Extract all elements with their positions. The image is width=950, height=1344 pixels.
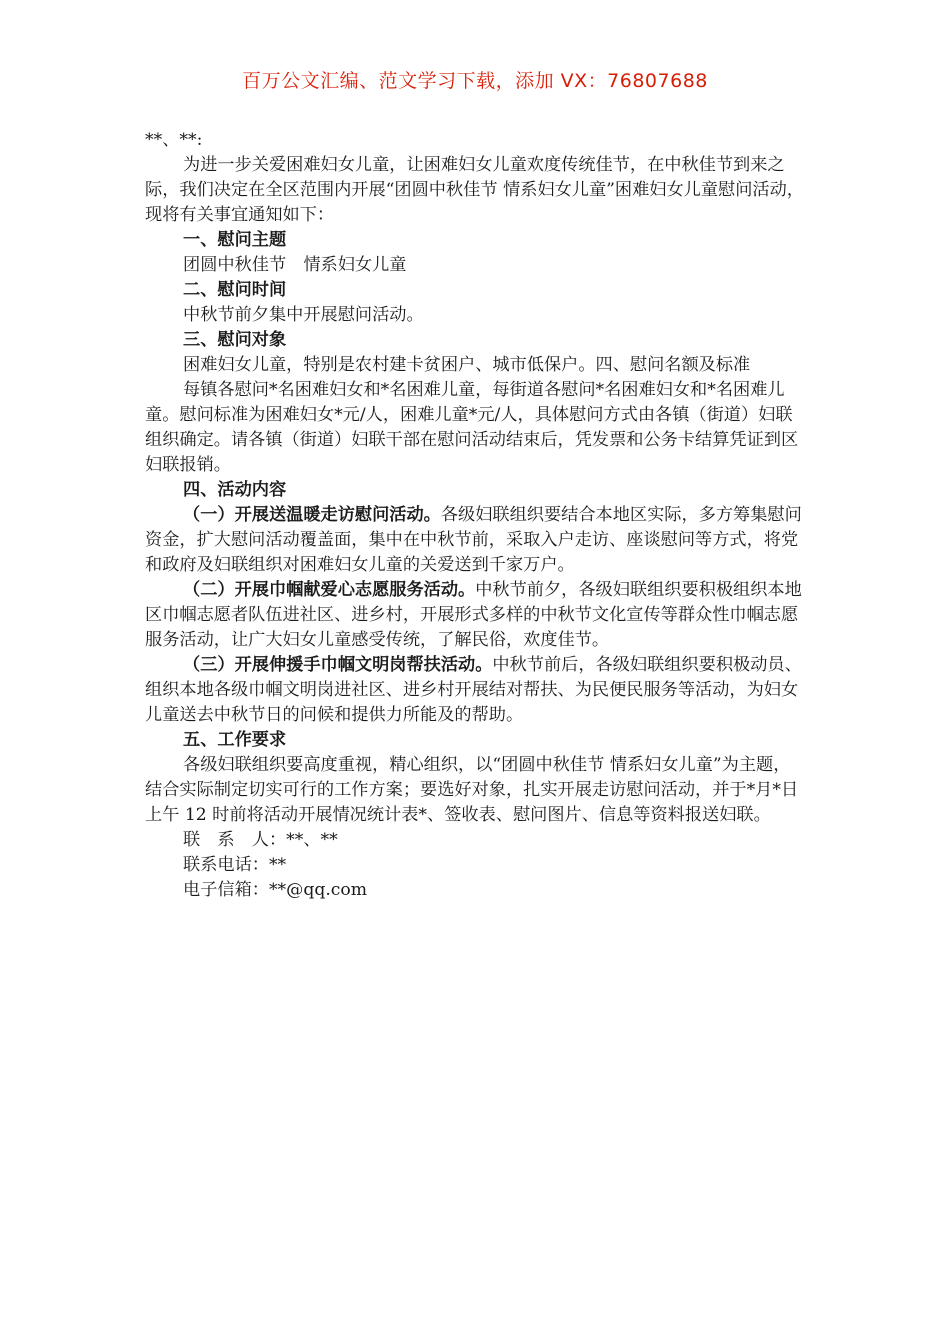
section-3-quota-paragraph: 每镇各慰问*名困难妇女和*名困难儿童，每街道各慰问*名困难妇女和*名困难儿童。慰问标准为困难妇女*元/人，困难儿童*元/人，具体慰问方式由各镇（街道）妇联组织确定。请各镇（街道）妇联干部在慰问活动结束后，凭发票和公务卡结算凭证到区妇联报销。: [145, 380, 799, 475]
activity-item-2-title: （二）开展巾帼献爱心志愿服务活动。: [183, 580, 476, 600]
download-banner: 百万公文汇编、范文学习下载，添加 VX：76807688: [242, 70, 708, 92]
section-5-body: 各级妇联组织要高度重视，精心组织，以“团圆中秋佳节 情系妇女儿童”为主题，结合实际制定切实可行的工作方案；要选好对象，扎实开展走访慰问活动，并于*月*日上午 12 时前将活动开展情况统计表*、签收表、慰问图片、信息等资料报送妇联。: [145, 755, 799, 825]
section-3-body: 困难妇女儿童，特别是农村建卡贫困户、城市低保户。四、慰问名额及标准: [183, 355, 751, 375]
salutation: **、**:: [145, 130, 203, 150]
notice-document: [145, 128, 807, 903]
section-2-heading: 二、慰问时间: [183, 280, 287, 300]
activity-item-2: [145, 578, 807, 653]
activity-item-1-title: （一）开展送温暖走访慰问活动。: [183, 505, 441, 525]
section-4-heading: 四、活动内容: [183, 480, 287, 500]
contact-email: 电子信箱：**@qq.com: [183, 880, 368, 900]
activity-item-1-body: 各级妇联组织要结合本地区实际，多方筹集慰问资金，扩大慰问活动覆盖面，集中在中秋节前，采取入户走访、座谈慰问等方式，将党和政府及妇联组织对困难妇女儿童的关爱送到千家万户。: [145, 505, 802, 575]
section-1-body: 团圆中秋佳节 情系妇女儿童: [183, 255, 407, 275]
intro-paragraph: 为进一步关爱困难妇女儿童，让困难妇女儿童欢度传统佳节，在中秋佳节到来之际，我们决定在全区范围内开展“团圆中秋佳节 情系妇女儿童”困难妇女儿童慰问活动，现将有关事宜通知如下：: [145, 155, 804, 225]
section-5-heading: 五、工作要求: [183, 730, 287, 750]
section-2-body: 中秋节前夕集中开展慰问活动。: [183, 305, 424, 325]
section-1-heading: 一、慰问主题: [183, 230, 287, 250]
contact-phone: 联系电话：**: [183, 855, 287, 875]
activity-item-3-title: （三）开展伸援手巾帼文明岗帮扶活动。: [183, 655, 493, 675]
activity-item-3-body: 中秋节前后，各级妇联组织要积极动员、组织本地各级巾帼文明岗进社区、进乡村开展结对帮扶、为民便民服务等活动，为妇女儿童送去中秋节日的问候和提供力所能及的帮助。: [145, 655, 802, 725]
activity-item-3: [145, 653, 807, 728]
activity-item-1: [145, 503, 807, 578]
section-3-heading: 三、慰问对象: [183, 330, 287, 350]
contact-person: 联 系 人：**、**: [183, 830, 338, 850]
activity-item-2-body: 中秋节前夕，各级妇联组织要积极组织本地区巾帼志愿者队伍进社区、进乡村，开展形式多样的中秋节文化宣传等群众性巾帼志愿服务活动，让广大妇女儿童感受传统，了解民俗，欢度佳节。: [145, 580, 802, 650]
